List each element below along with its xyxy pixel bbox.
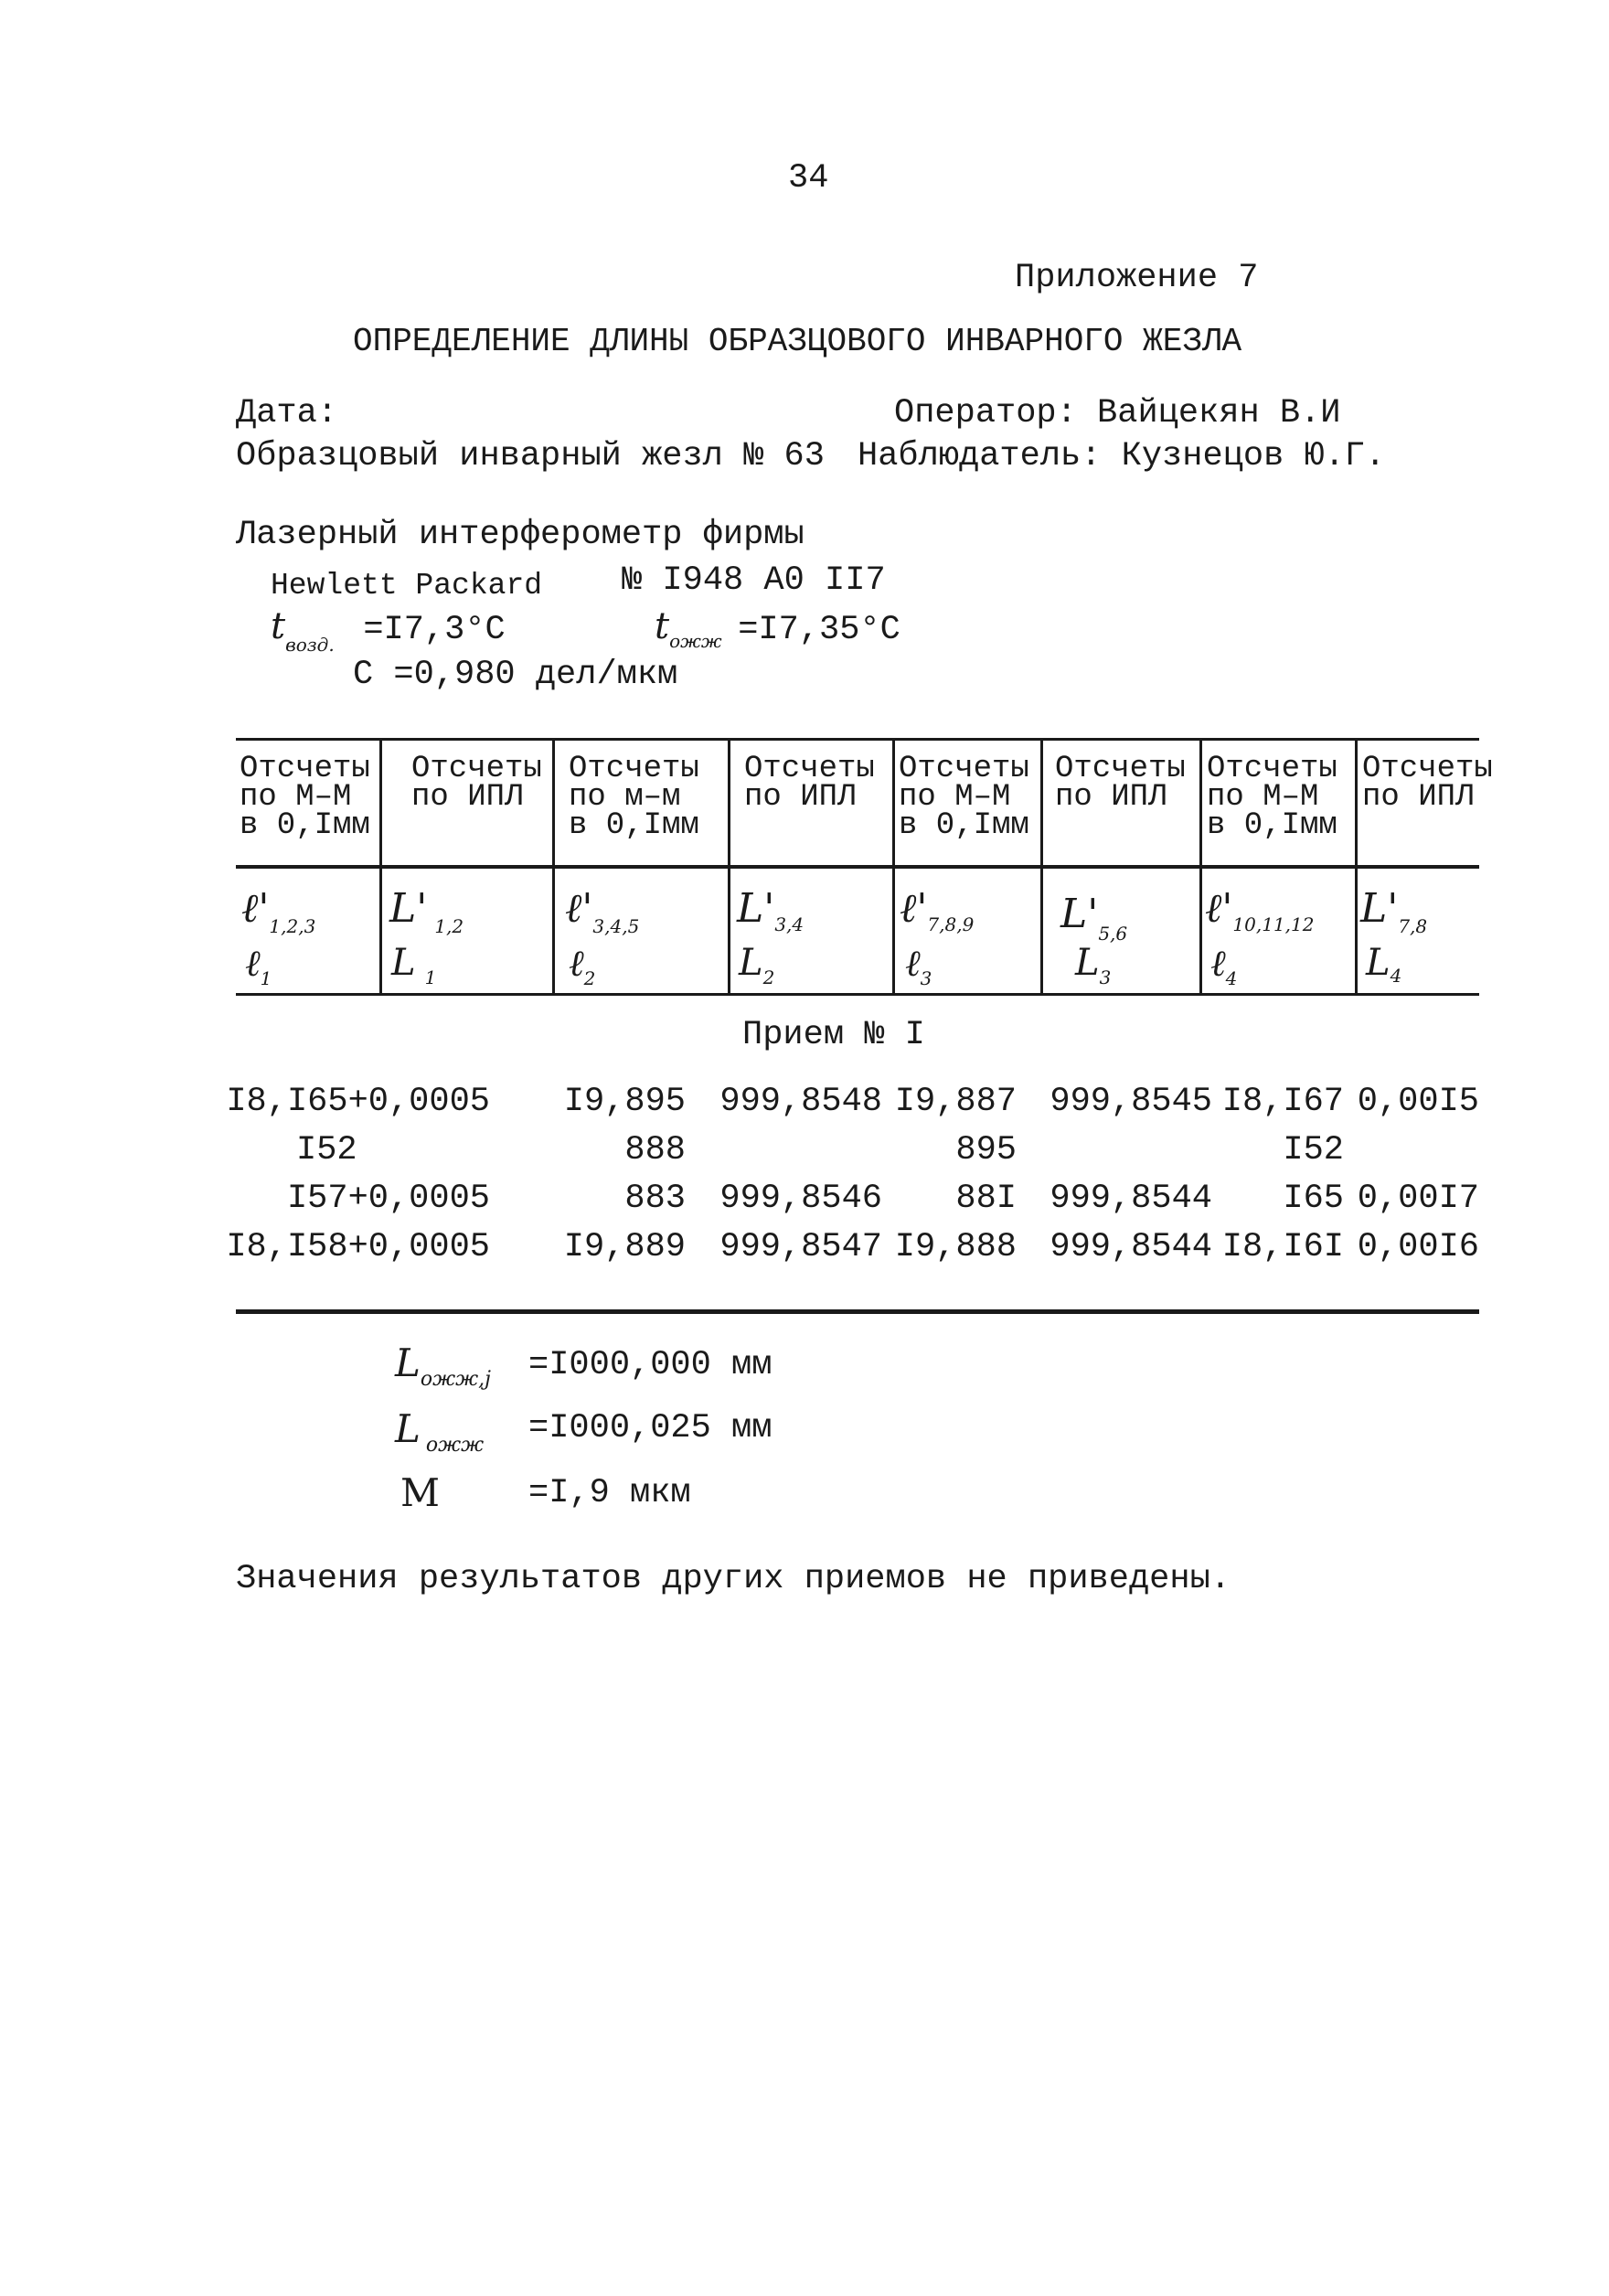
reception-title: Прием № I [742,1016,925,1054]
table-cell: 999,8546 [719,1180,882,1218]
rod-line: Образцовый инварный жезл № 63 [236,437,825,475]
table-cell: 999,8545 [1050,1083,1212,1121]
header-ipl-1: Отсчеты по ИПЛ [411,752,542,815]
symbol-top: $L'_{3,4}$ [737,885,804,935]
table-cell: 999,8547 [719,1228,882,1266]
col-divider [892,740,895,995]
table-cell: I8,I58+0,0005 [226,1228,490,1266]
symbol-top: $\ell'_{1,2,3}$ [241,885,316,937]
document-title: ОПРЕДЕЛЕНИЕ ДЛИНЫ ОБРАЗЦОВОГО ИНВАРНОГО ЖЕЗЛА [353,323,1242,360]
header-mm-2: Отсчеты по м–м в 0,Iмм [569,752,699,843]
date-label: Дата: [236,394,338,433]
symbol-bottom: $L_3$ [1075,942,1112,988]
symbol-bottom: ℓ$_2$ [569,943,596,989]
page-number: 34 [788,159,829,198]
footer-note: Значения результатов других приемов не приведены. [236,1560,1231,1598]
table-cell: I8,I6I [1221,1228,1344,1266]
t-rod-value: =I7,35°C [738,611,900,649]
symbol-top: $\ell'_{3,4,5}$ [565,885,640,937]
result-value: =I,9 мкм [528,1474,691,1512]
col-divider [552,740,555,995]
t-air-symbol: t [271,605,286,647]
col-divider [379,740,382,995]
table-cell: 888 [624,1131,686,1169]
table-cell: 0,00I6 [1357,1228,1479,1266]
col-divider [1199,740,1202,995]
table-cell: I9,889 [563,1228,686,1266]
col-divider [1040,740,1043,995]
table-bottom-rule [236,993,1479,996]
t-air-value: =I7,3°C [363,611,506,649]
observer-line: Наблюдатель: Кузнецов Ю.Г. [858,437,1386,475]
instrument-serial: № I948 А0 II7 [622,561,886,600]
col-divider [1355,740,1358,995]
header-ipl-2: Отсчеты по ИПЛ [744,752,875,815]
table-cell: I65 [1283,1180,1344,1218]
table-cell: I9,895 [563,1083,686,1121]
symbol-bottom: ℓ$_1$ [245,943,272,989]
symbol-top: $L'_{7,8}$ [1360,885,1428,937]
table-cell: I8,I65+0,0005 [226,1083,490,1121]
t-rod-subscript: ожж [669,630,722,652]
instrument-maker: Hewlett Packard [271,569,543,603]
symbol-top: $\ell'_{10,11,12}$ [1205,885,1315,935]
table-cell: I57+0,0005 [286,1180,490,1218]
table-header-rule [236,865,1479,869]
symbol-bottom: L $_1$ [391,942,437,988]
table-cell: 895 [955,1131,1017,1169]
header-mm-4: Отсчеты по М–М в 0,Iмм [1207,752,1337,843]
table-cell: 999,8548 [719,1083,882,1121]
symbol-top: $\ell'_{7,8,9}$ [900,885,975,935]
result-value: =I000,025 мм [528,1409,773,1447]
table-cell: I52 [1283,1131,1344,1169]
col-divider [728,740,730,995]
symbol-bottom: ℓ$_3$ [905,943,932,989]
symbol-bottom: ℓ$_4$ [1210,943,1238,989]
t-air-subscript: возд. [285,634,335,656]
c-value: C =0,980 дел/мкм [353,656,678,694]
header-mm-1: Отсчеты по М–М в 0,Iмм [240,752,370,843]
table-cell: 999,8544 [1050,1180,1212,1218]
table-top-rule [236,738,1479,741]
header-mm-3: Отсчеты по М–М в 0,Iмм [899,752,1029,843]
result-symbol: L $_{ожж}$ [395,1406,485,1457]
result-value: =I000,000 мм [528,1346,773,1384]
results-separator [236,1309,1479,1314]
result-symbol: M [400,1470,441,1515]
table-cell: I9,888 [894,1228,1017,1266]
table-cell: 999,8544 [1050,1228,1212,1266]
air-temperature [271,605,506,656]
operator-line: Оператор: Вайцекян В.И [894,394,1341,433]
t-rod-symbol: t [655,605,670,647]
table-cell: 0,00I7 [1357,1180,1479,1218]
appendix-label: Приложение 7 [1015,259,1259,297]
table-cell: I52 [296,1131,357,1169]
symbol-bottom: $L_2$ [739,942,775,988]
symbol-top: L' $_{1,2}$ [389,885,464,937]
symbol-bottom: $L_4$ [1366,942,1402,987]
symbol-top: $L'_{5,6}$ [1060,891,1128,945]
table-cell: I9,887 [894,1083,1017,1121]
header-ipl-4: Отсчеты по ИПЛ [1362,752,1493,815]
table-cell: 88I [955,1180,1017,1218]
table-cell: 0,00I5 [1357,1083,1479,1121]
table-cell: I8,I67 [1221,1083,1344,1121]
rod-temperature [655,605,900,652]
header-ipl-3: Отсчеты по ИПЛ [1055,752,1186,815]
instrument-line: Лазерный интерферометр фирмы [236,516,804,554]
table-cell: 883 [624,1180,686,1218]
result-symbol: $L_{ожж,j}$ [395,1340,491,1391]
